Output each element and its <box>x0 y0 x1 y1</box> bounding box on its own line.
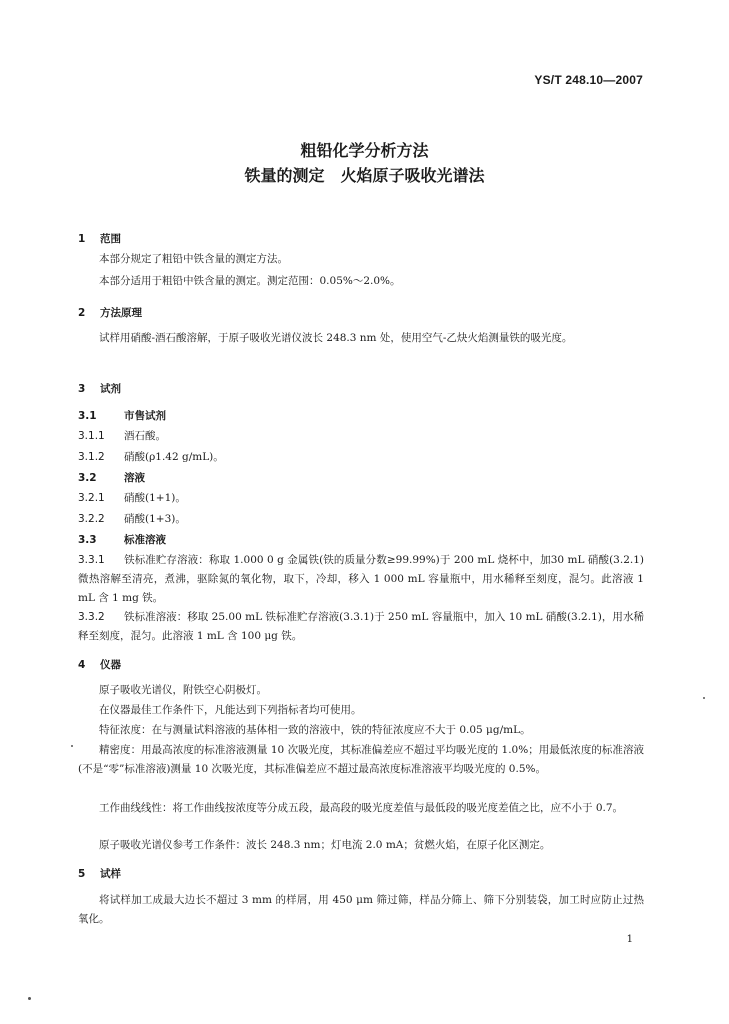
paragraph: 本部分规定了粗铅中铁含量的测定方法。 <box>99 253 288 265</box>
section-number: 5 <box>78 868 86 880</box>
section-number: 2 <box>78 307 86 319</box>
subsection-heading: 3.2 溶液 <box>78 472 145 484</box>
paragraph: 精密度：用最高浓度的标准溶液测量 10 次吸光度，其标准偏差应不超过平均吸光度的 1.0%；用最低浓度的标准溶液(不是“零”标准溶液)测量 10 次吸光度，其标准偏差应不超过最高浓度标准溶液平均吸光度的 0.5%。 <box>78 744 644 775</box>
section-title: 试剂 <box>100 383 121 395</box>
section-number: 1 <box>78 233 86 245</box>
list-item: 3.2.1 硝酸(1+1)。 <box>78 492 186 504</box>
paragraph: 特征浓度：在与测量试料溶液的基体相一致的溶液中，铁的特征浓度应不大于 0.05 μg/mL。 <box>99 724 531 736</box>
list-item: 3.1.1 酒石酸。 <box>78 430 166 442</box>
section-title: 范围 <box>100 233 121 245</box>
paragraph: 将试样加工成最大边长不超过 3 mm 的样屑，用 450 μm 筛过筛，样品分筛上、筛下分别装袋，加工时应防止过热氧化。 <box>78 894 644 925</box>
section-title: 仪器 <box>100 659 121 671</box>
paragraph: 本部分适用于粗铅中铁含量的测定。测定范围：0.05%～2.0%。 <box>99 275 401 287</box>
section-number: 4 <box>78 659 86 671</box>
section-heading-scope <box>78 231 121 246</box>
subsection-heading: 3.3 标准溶液 <box>78 534 166 546</box>
section-heading-principle <box>78 305 142 320</box>
subsection-heading: 3.1 市售试剂 <box>78 410 166 422</box>
scan-speck <box>703 697 705 699</box>
list-item: 3.3.2 铁标准溶液：移取 25.00 mL 铁标准贮存溶液(3.3.1)于 250 mL 容量瓶中，加入 10 mL 硝酸(3.2.1)，用水稀释至刻度，混匀。此溶液 1 mL 含 100 μg 铁。 <box>78 611 644 642</box>
paragraph: 工作曲线线性：将工作曲线按浓度等分成五段，最高段的吸光度差值与最低段的吸光度差值之比，应不小于 0.7。 <box>99 802 624 814</box>
scan-speck <box>71 745 73 747</box>
section-title: 方法原理 <box>100 307 142 319</box>
scan-speck <box>28 997 31 1000</box>
paragraph: 原子吸收光谱仪，附铁空心阴极灯。 <box>99 684 267 696</box>
section-heading-sample <box>78 866 121 881</box>
list-item: 3.2.2 硝酸(1+3)。 <box>78 513 186 525</box>
standard-number: YS/T 248.10—2007 <box>534 73 643 87</box>
paragraph: 原子吸收光谱仪参考工作条件：波长 248.3 nm；灯电流 2.0 mA；贫燃火焰，在原子化区测定。 <box>99 839 551 851</box>
paragraph: 在仪器最佳工作条件下，凡能达到下列指标者均可使用。 <box>99 704 362 716</box>
page-number: 1 <box>626 934 633 945</box>
document-subtitle: 铁量的测定 火焰原子吸收光谱法 <box>244 166 485 185</box>
section-title: 试样 <box>100 868 121 880</box>
paragraph: 试样用硝酸-酒石酸溶解，于原子吸收光谱仪波长 248.3 nm 处，使用空气-乙炔火焰测量铁的吸光度。 <box>99 332 573 344</box>
list-item: 3.1.2 硝酸(ρ1.42 g/mL)。 <box>78 451 224 463</box>
document-title: 粗铅化学分析方法 <box>300 141 429 160</box>
list-item: 3.3.1 铁标准贮存溶液：称取 1.000 0 g 金属铁(铁的质量分数≥99.99%)于 200 mL 烧杯中，加30 mL 硝酸(3.2.1)微热溶解至清亮，煮沸，驱除氮的氧化物，取下，冷却，移入 1 000 mL 容量瓶中，用水稀释至刻度，混匀。此溶液 1 mL 含 1 mg 铁。 <box>78 554 644 604</box>
section-heading-apparatus <box>78 657 121 672</box>
section-heading-reagents <box>78 381 121 396</box>
section-number: 3 <box>78 383 86 395</box>
